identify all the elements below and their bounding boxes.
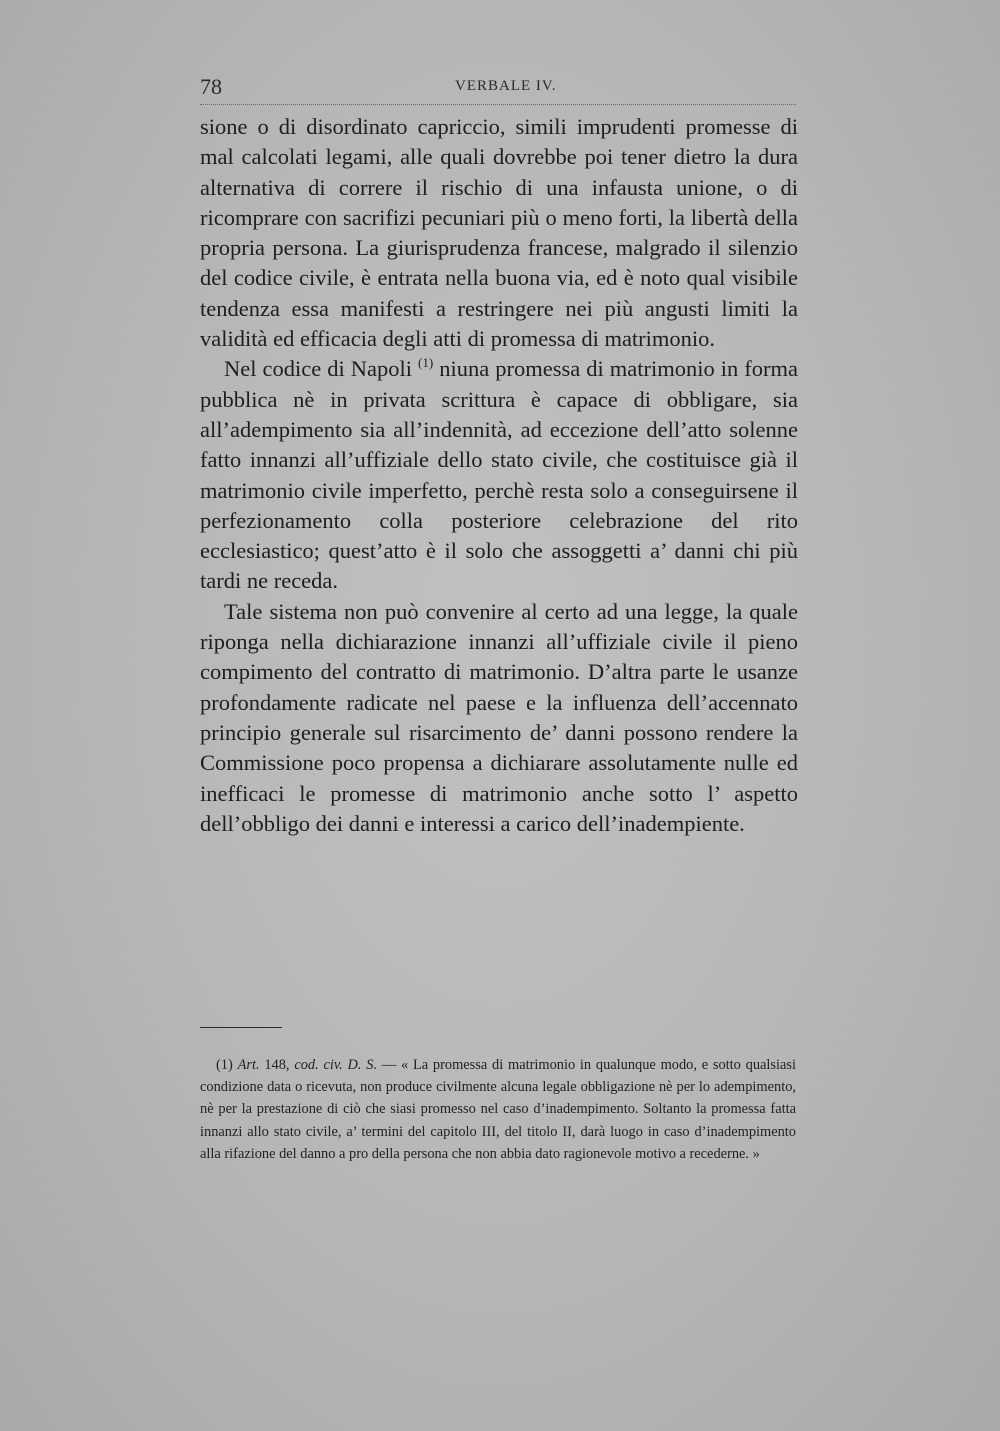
paragraph-1: sione o di disordinato capriccio, simili imprudenti promesse di mal calcolati legami, alle quali dovrebbe poi tener dietro la dura alternativa di correre il rischio di una infausta unione, o di ricomprare con sacrifizi pecuniari più o meno forti, la libertà della propria persona. La giurisprudenza francese, malgrado il silenzio del codice civile, è entrata nella buona via, ed è noto qual visibile tendenza essa manifesti a restringere nei più angusti limiti la validità ed efficacia degli atti di promessa di matrimonio. <box>200 114 798 352</box>
footnote-citation-code: cod. civ. D. S. <box>294 1057 378 1073</box>
footnote-citation-art: Art. <box>237 1057 260 1073</box>
footnote-text: — « La promessa di matrimonio in qualunque modo, e sotto qualsiasi condizione data o ricevuta, non produce civilmente alcuna legale obbligazione nè per lo adempimento, nè per la prestazione di ciò che siasi promesso nel caso d’inadempimento. Soltanto la promessa fatta innanzi allo stato civile, a’ termini del capitolo III, del titolo II, darà luogo in caso d’inadempimento alla rifazione del danno a pro della persona che non abbia dato ragionevole motivo a recederne. » <box>200 1057 797 1162</box>
running-head: VERBALE IV. <box>455 78 557 94</box>
page-header <box>200 74 800 104</box>
footnote-citation-number: 148, <box>264 1057 290 1073</box>
footnotes <box>200 1054 796 1165</box>
paragraph-2 <box>200 354 798 596</box>
footnote-reference: (1) <box>418 355 434 371</box>
paragraph-2-rest: niuna promessa di matrimonio in forma pubblica nè in privata scrittura è capace di obbligare, sia all’adempimento sia all’indennità, ad eccezione dell’atto solenne fatto innanzi all’uffiziale dello stato civile, che costituisce già il matrimonio civile imperfetto, perchè resta solo a conseguirsene il perfezionamento colla posteriore celebrazione del rito ecclesiastico; quest’atto è il solo che assoggetti a’ danni chi più tardi ne receda. <box>200 356 799 594</box>
body-text <box>200 112 798 839</box>
footnote-1 <box>200 1054 796 1165</box>
footnote-divider <box>200 1027 282 1028</box>
page-number: 78 <box>200 74 222 99</box>
paragraph-3: Tale sistema non può convenire al certo ad una legge, la quale riponga nella dichiarazione innanzi all’uffiziale civile il pieno compimento del contratto di matrimonio. D’altra parte le usanze profondamente radicate nel paese e la influenza dell’accennato principio generale sul risarcimento de’ danni possono rendere la Commissione poco propensa a dichiarare assolutamente nulle ed inefficaci le promesse di matrimonio anche sotto l’ aspetto dell’obbligo dei danni e interessi a carico dell’inadempiente. <box>200 598 798 836</box>
footnote-marker: (1) <box>216 1057 233 1073</box>
paragraph-2-start: Nel codice di Napoli <box>224 356 419 382</box>
header-rule <box>200 104 796 105</box>
